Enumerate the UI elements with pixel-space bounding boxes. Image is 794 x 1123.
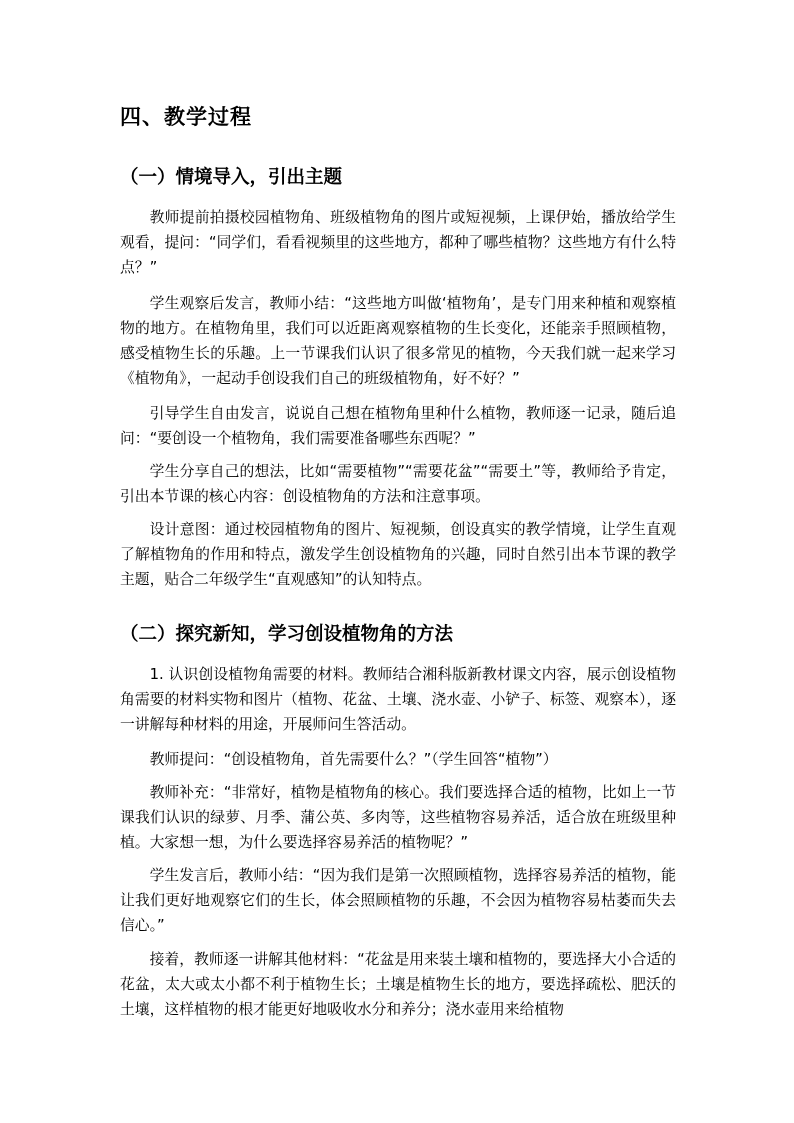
section-title: 四、教学过程 xyxy=(120,105,252,129)
part1-paragraph-5: 设计意图：通过校园植物角的图片、短视频，创设真实的教学情境，让学生直观了解植物角的作用和特点，激发学生创设植物角的兴趣，同时自然引出本节课的教学主题，贴合二年级学生“直观感知”的认知特点。 xyxy=(120,521,676,588)
part1-heading: （一）情境导入，引出主题 xyxy=(120,167,343,188)
part2-paragraph-4: 学生发言后，教师小结：“因为我们是第一次照顾植物，选择容易养活的植物，能让我们更好地观察它们的生长，体会照顾植物的乐趣，不会因为植物容易枯萎而失去信心。” xyxy=(120,867,676,934)
part1-paragraph-2: 学生观察后发言，教师小结：“这些地方叫做‘植物角’，是专门用来种植和观察植物的地方。在植物角里，我们可以近距离观察植物的生长变化，还能亲手照顾植物，感受植物生长的乐趣。上一节课我们认识了很多常见的植物，今天我们就一起来学习《植物角》，一起动手创设我们自己的班级植物角，好不好？” xyxy=(120,295,676,387)
part2-paragraph-1: 1. 认识创设植物角需要的材料。教师结合湘科版新教材课文内容，展示创设植物角需要的材料实物和图片（植物、花盆、土壤、浇水壶、小铲子、标签、观察本），逐一讲解每种材料的用途，开展师问生答活动。 xyxy=(120,666,676,733)
part2-paragraph-2: 教师提问：“创设植物角，首先需要什么？”（学生回答“植物”） xyxy=(149,751,558,768)
part2-paragraph-3: 教师补充：“非常好，植物是植物角的核心。我们要选择合适的植物，比如上一节课我们认识的绿萝、月季、蒲公英、多肉等，这些植物容易养活，适合放在班级里种植。大家想一想，为什么要选择容易养活的植物呢？” xyxy=(120,784,676,851)
part1-paragraph-3: 引导学生自由发言，说说自己想在植物角里种什么植物，教师逐一记录，随后追问：“要创设一个植物角，我们需要准备哪些东西呢？” xyxy=(120,405,676,447)
part1-paragraph-4: 学生分享自己的想法，比如“需要植物”“需要花盆”“需要土”等，教师给予肯定，引出本节课的核心内容：创设植物角的方法和注意事项。 xyxy=(120,463,676,505)
part2-heading: （二）探究新知，学习创设植物角的方法 xyxy=(120,624,454,645)
part1-paragraph-1: 教师提前拍摄校园植物角、班级植物角的图片或短视频，上课伊始，播放给学生观看，提问：“同学们，看看视频里的这些地方，都种了哪些植物？这些地方有什么特点？” xyxy=(120,209,676,276)
part2-paragraph-5: 接着，教师逐一讲解其他材料：“花盆是用来装土壤和植物的，要选择大小合适的花盆，太大或太小都不利于植物生长；土壤是植物生长的地方，要选择疏松、肥沃的土壤，这样植物的根才能更好地吸收水分和养分；浇水壶用来给植物 xyxy=(120,951,676,1018)
